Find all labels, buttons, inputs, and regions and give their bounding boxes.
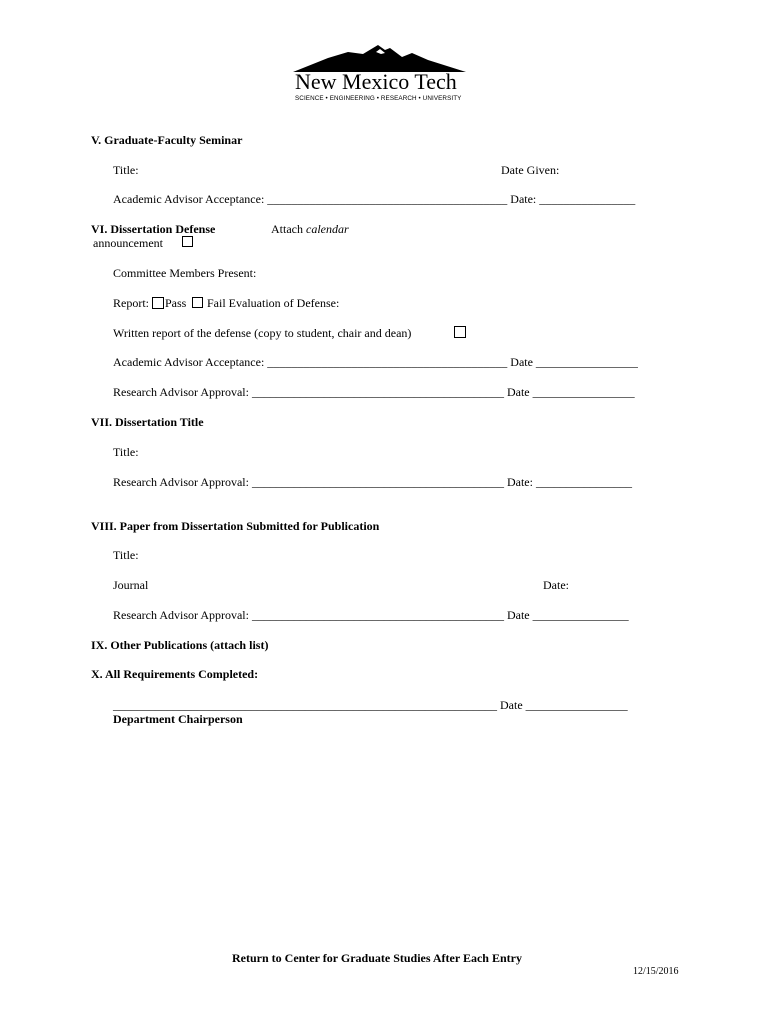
section-vii-heading: VII. Dissertation Title <box>91 415 204 429</box>
attach-text: Attach <box>271 222 306 236</box>
paper-title-label: Title: <box>113 548 139 562</box>
report-label: Report: <box>113 296 149 310</box>
revision-date: 12/15/2016 <box>633 966 679 977</box>
fail-checkbox[interactable] <box>192 297 203 308</box>
pass-label: Pass <box>165 296 187 310</box>
new-mexico-tech-logo <box>288 42 470 104</box>
fail-evaluation-label: Fail Evaluation of Defense: <box>207 296 340 310</box>
defense-research-approval-line[interactable]: Research Advisor Approval: __________________________________________ Date _________________ <box>113 385 635 399</box>
seminar-title-label: Title: <box>113 163 139 177</box>
paper-research-approval-line[interactable]: Research Advisor Approval: __________________________________________ Date ________________ <box>113 608 629 622</box>
section-viii-heading: VIII. Paper from Dissertation Submitted for Publication <box>91 519 380 533</box>
calendar-text: calendar <box>306 222 349 236</box>
seminar-date-given-label: Date Given: <box>501 163 560 177</box>
logo-name: New Mexico Tech <box>295 69 457 94</box>
title-research-approval-line[interactable]: Research Advisor Approval: __________________________________________ Date: ________________ <box>113 475 632 489</box>
attach-calendar-label <box>271 222 349 236</box>
section-x-heading: X. All Requirements Completed: <box>91 667 259 681</box>
section-vi-heading: VI. Dissertation Defense <box>91 222 216 236</box>
department-chairperson-label: Department Chairperson <box>113 712 243 726</box>
return-instructions: Return to Center for Graduate Studies After Each Entry <box>232 951 522 965</box>
defense-advisor-acceptance-line[interactable]: Academic Advisor Acceptance: ________________________________________ Date _________________ <box>113 355 638 369</box>
committee-members-label: Committee Members Present: <box>113 266 257 280</box>
announcement-checkbox[interactable] <box>182 236 193 247</box>
chairperson-signature-line[interactable]: ________________________________________________________________ Date _________________ <box>113 698 628 712</box>
section-ix-heading: IX. Other Publications (attach list) <box>91 638 269 652</box>
announcement-label: announcement <box>93 236 163 250</box>
journal-date-label: Date: <box>543 578 569 592</box>
pass-checkbox[interactable] <box>152 297 164 309</box>
journal-label: Journal <box>113 578 149 592</box>
section-v-heading: V. Graduate-Faculty Seminar <box>91 133 243 147</box>
seminar-advisor-acceptance-line[interactable]: Academic Advisor Acceptance: ________________________________________ Date: ________________ <box>113 192 636 206</box>
written-report-checkbox[interactable] <box>454 326 466 338</box>
written-report-label: Written report of the defense (copy to student, chair and dean) <box>113 326 412 340</box>
logo-tagline: SCIENCE • ENGINEERING • RESEARCH • UNIVERSITY <box>295 95 462 102</box>
dissertation-title-label: Title: <box>113 445 139 459</box>
